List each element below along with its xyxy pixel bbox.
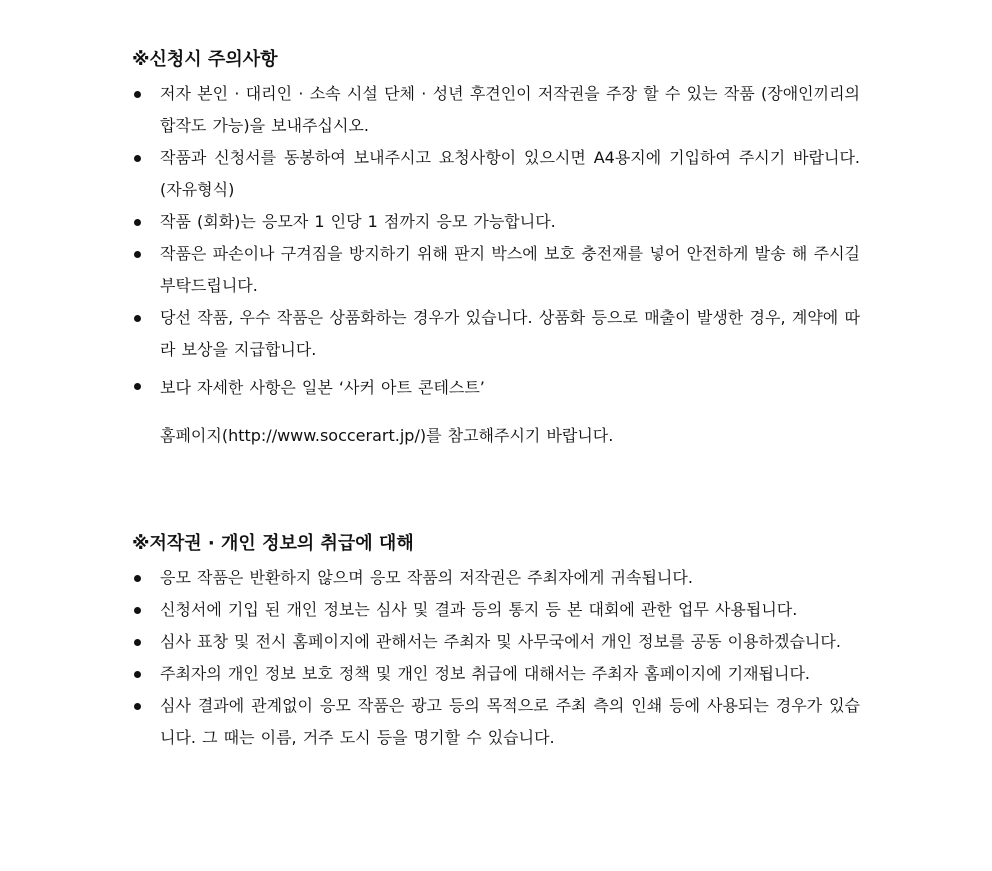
- list-item-text: 심사 표창 및 전시 홈페이지에 관해서는 주최자 및 사무국에서 개인 정보를 공동 이용하겠습니다.: [160, 632, 841, 651]
- list-item: [132, 302, 860, 366]
- bullet-icon: [134, 703, 141, 710]
- list-item: [132, 562, 860, 594]
- bullet-icon: [134, 315, 141, 322]
- more-info-line-2: 홈페이지(http://www.soccerart.jp/)를 참고해주시기 바랍니다.: [160, 426, 614, 445]
- list-item: [132, 238, 860, 302]
- list-item: [132, 658, 860, 690]
- list-item-text: 당선 작품, 우수 작품은 상품화하는 경우가 있습니다. 상품화 등으로 매출이 발생한 경우, 계약에 따라 보상을 지급합니다.: [160, 308, 860, 359]
- list-item: [132, 142, 860, 206]
- list-item-text: 심사 결과에 관계없이 응모 작품은 광고 등의 목적으로 주최 측의 인쇄 등에 사용되는 경우가 있습니다. 그 때는 이름, 거주 도시 등을 명기할 수 있습니다.: [160, 696, 860, 747]
- bullet-icon: [134, 219, 141, 226]
- more-info-line-1: 보다 자세한 사항은 일본 ‘사커 아트 콘테스트’: [160, 378, 485, 397]
- application-notes-list: [132, 78, 860, 452]
- copyright-privacy-list: [132, 562, 860, 754]
- bullet-icon: [134, 155, 141, 162]
- list-item-text: 작품은 파손이나 구겨짐을 방지하기 위해 판지 박스에 보호 충전재를 넣어 안전하게 발송 해 주시길 부탁드립니다.: [160, 244, 860, 295]
- list-item-text: 저자 본인 · 대리인 · 소속 시설 단체 · 성년 후견인이 저작권을 주장 할 수 있는 작품 (장애인끼리의 합작도 가능)을 보내주십시오.: [160, 84, 860, 135]
- bullet-icon: [134, 91, 141, 98]
- bullet-icon: [134, 383, 141, 390]
- list-item: [132, 690, 860, 754]
- list-item-text: 작품 (회화)는 응모자 1 인당 1 점까지 응모 가능합니다.: [160, 212, 556, 231]
- bullet-icon: [134, 251, 141, 258]
- list-item-text: 작품과 신청서를 동봉하여 보내주시고 요청사항이 있으시면 A4용지에 기입하여 주시기 바랍니다.(자유형식): [160, 148, 860, 199]
- list-item: [132, 626, 860, 658]
- section-heading-application-notes: ※신청시 주의사항: [132, 49, 278, 70]
- section-heading-copyright-privacy: ※저작권 · 개인 정보의 취급에 대해: [132, 533, 414, 554]
- list-item: [132, 594, 860, 626]
- bullet-icon: [134, 575, 141, 582]
- bullet-icon: [134, 607, 141, 614]
- list-item: [132, 206, 860, 238]
- list-item-more-info: [132, 372, 860, 452]
- application-notes-section: [132, 48, 860, 452]
- list-item-text: 응모 작품은 반환하지 않으며 응모 작품의 저작권은 주최자에게 귀속됩니다.: [160, 568, 693, 587]
- list-item-text: 신청서에 기입 된 개인 정보는 심사 및 결과 등의 통지 등 본 대회에 관한 업무 사용됩니다.: [160, 600, 798, 619]
- list-item: [132, 78, 860, 142]
- bullet-icon: [134, 639, 141, 646]
- bullet-icon: [134, 671, 141, 678]
- copyright-privacy-section: [132, 532, 860, 754]
- list-item-text: 주최자의 개인 정보 보호 정책 및 개인 정보 취급에 대해서는 주최자 홈페이지에 기재됩니다.: [160, 664, 810, 683]
